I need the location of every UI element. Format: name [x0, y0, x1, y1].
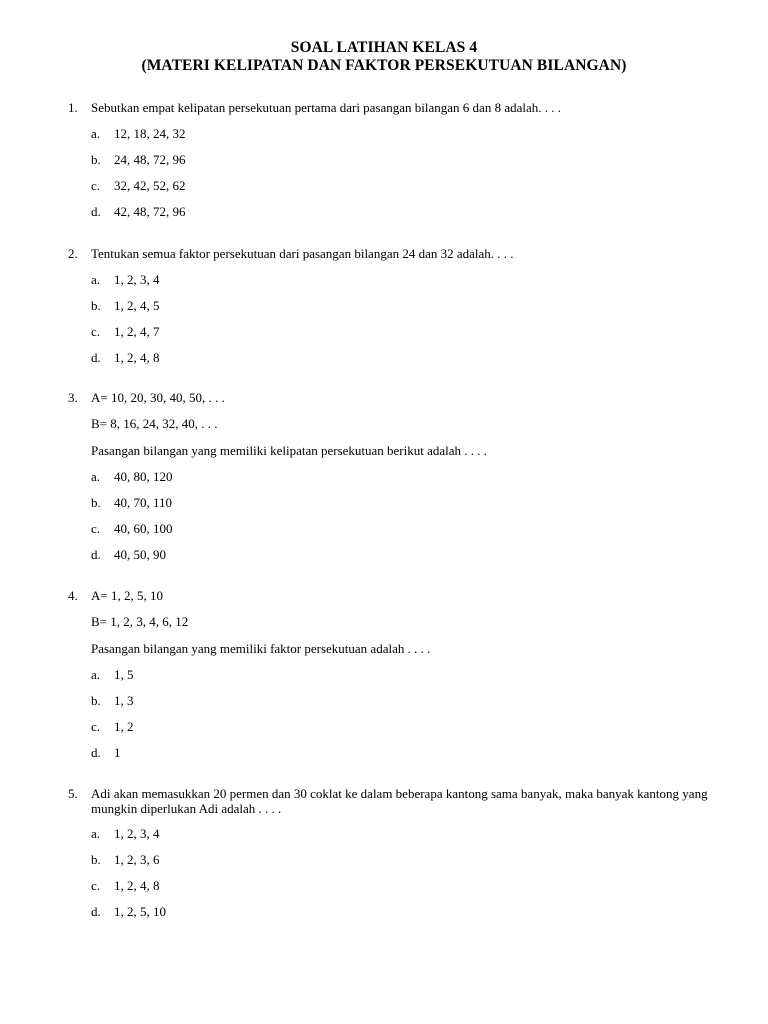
option-letter: c. — [91, 178, 101, 193]
option-letter: d. — [91, 904, 101, 919]
set-a-line: A= 1, 2, 5, 10 — [91, 588, 163, 603]
option-text: 1, 2 — [114, 719, 134, 734]
option-letter: c. — [91, 719, 101, 734]
option-letter: b. — [91, 495, 101, 510]
option-text: 12, 18, 24, 32 — [114, 126, 186, 141]
option-letter: b. — [91, 852, 101, 867]
set-b-line: B= 1, 2, 3, 4, 6, 12 — [91, 614, 189, 629]
document-title: SOAL LATIHAN KELAS 4 — [290, 39, 478, 56]
option-letter: d. — [91, 204, 101, 219]
option-text: 40, 60, 100 — [114, 521, 173, 536]
option-letter: d. — [91, 350, 101, 365]
option-letter: a. — [91, 826, 101, 841]
set-b-line: B= 8, 16, 24, 32, 40, . . . — [91, 416, 218, 431]
option-text: 1, 5 — [114, 667, 134, 682]
option-letter: a. — [91, 667, 101, 682]
option-letter: c. — [91, 878, 101, 893]
document-subtitle: (MATERI KELIPATAN DAN FAKTOR PERSEKUTUAN BILANGAN) — [141, 57, 627, 74]
option-letter: c. — [91, 521, 101, 536]
option-text: 40, 50, 90 — [114, 547, 166, 562]
option-text: 1, 3 — [114, 693, 134, 708]
option-text: 24, 48, 72, 96 — [114, 152, 186, 167]
question-text: Adi akan memasukkan 20 permen dan 30 coklat ke dalam beberapa kantong sama banyak, maka banyak kantong yang mungkin diperlukan Adi adalah . . . . — [91, 786, 708, 816]
option-text: 42, 48, 72, 96 — [114, 204, 186, 219]
question-number: 4. — [68, 588, 78, 603]
question-text: Pasangan bilangan yang memiliki faktor persekutuan adalah . . . . — [91, 641, 431, 656]
option-text: 1, 2, 4, 7 — [114, 324, 160, 339]
question-text: Pasangan bilangan yang memiliki kelipatan persekutuan berikut adalah . . . . — [91, 443, 488, 458]
option-text: 1, 2, 4, 8 — [114, 878, 160, 893]
set-a-line: A= 10, 20, 30, 40, 50, . . . — [91, 390, 225, 405]
option-text: 40, 80, 120 — [114, 469, 173, 484]
option-letter: a. — [91, 126, 101, 141]
option-text: 1 — [114, 745, 121, 760]
option-letter: a. — [91, 469, 101, 484]
question-number: 2. — [68, 246, 78, 261]
question-number: 3. — [68, 390, 78, 405]
option-text: 1, 2, 4, 5 — [114, 298, 160, 313]
option-text: 1, 2, 3, 4 — [114, 826, 160, 841]
option-letter: c. — [91, 324, 101, 339]
option-text: 1, 2, 5, 10 — [114, 904, 166, 919]
option-text: 1, 2, 3, 4 — [114, 272, 160, 287]
option-text: 32, 42, 52, 62 — [114, 178, 186, 193]
question-text: Sebutkan empat kelipatan persekutuan pertama dari pasangan bilangan 6 dan 8 adalah. . . . — [91, 100, 561, 115]
question-text: Tentukan semua faktor persekutuan dari pasangan bilangan 24 dan 32 adalah. . . . — [91, 246, 514, 261]
option-letter: d. — [91, 547, 101, 562]
option-text: 40, 70, 110 — [114, 495, 173, 510]
option-letter: d. — [91, 745, 101, 760]
option-text: 1, 2, 3, 6 — [114, 852, 160, 867]
option-letter: b. — [91, 298, 101, 313]
option-text: 1, 2, 4, 8 — [114, 350, 160, 365]
option-letter: b. — [91, 693, 101, 708]
question-number: 5. — [68, 786, 78, 801]
question-number: 1. — [68, 100, 78, 115]
option-letter: b. — [91, 152, 101, 167]
option-letter: a. — [91, 272, 101, 287]
